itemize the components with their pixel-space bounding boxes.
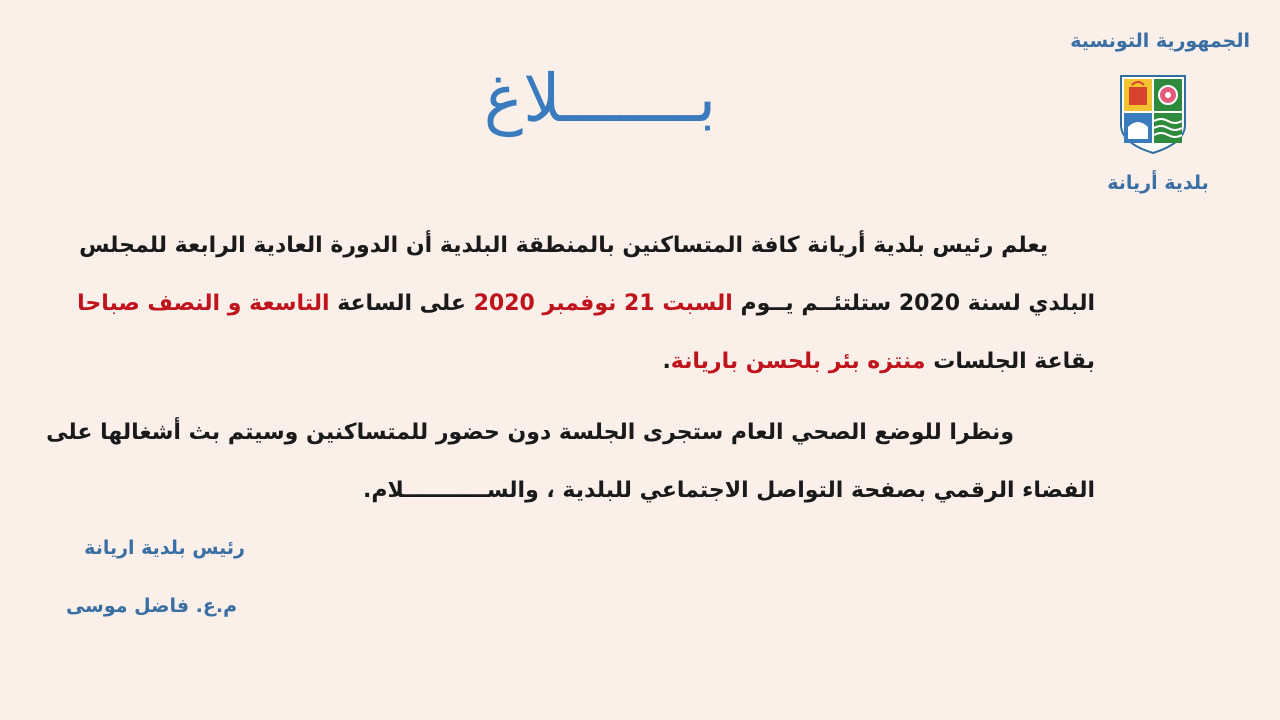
municipality-crest-icon xyxy=(1118,73,1188,155)
body-line-5: الفضاء الرقمي بصفحة التواصل الاجتماعي للبلدية ، والســـــــــــلام. xyxy=(362,478,1095,503)
signature-name: م.ع. فاضل موسى xyxy=(65,595,237,617)
republic-label: الجمهورية التونسية xyxy=(1070,30,1250,52)
signature-role: رئيس بلدية اريانة xyxy=(84,537,245,559)
body-line-2-text-a: البلدي لسنة 2020 ستلتئــم يــوم xyxy=(732,291,1095,316)
meeting-date: السبت 21 نوفمبر 2020 xyxy=(473,291,733,316)
announcement-title: بـــــــلاغ xyxy=(483,60,717,137)
meeting-time: التاسعة و النصف صباحا xyxy=(77,291,330,316)
body-line-3-text-c: . xyxy=(662,349,671,374)
body-line-2 xyxy=(77,289,1095,319)
body-line-4: ونظرا للوضع الصحي العام ستجرى الجلسة دون حضور للمتساكنين وسيتم بث أشغالها على xyxy=(46,420,1014,445)
body-line-3 xyxy=(662,347,1095,377)
body-line-3-text-a: بقاعة الجلسات xyxy=(925,349,1095,374)
meeting-location: منتزه بئر بلحسن باريانة xyxy=(670,349,926,374)
municipality-label: بلدية أريانة xyxy=(1107,172,1209,194)
body-line-2-text-c: على الساعة xyxy=(329,291,474,316)
body-line-1: يعلم رئيس بلدية أريانة كافة المتساكنين بالمنطقة البلدية أن الدورة العادية الرابعة للمجلس xyxy=(79,233,1048,258)
